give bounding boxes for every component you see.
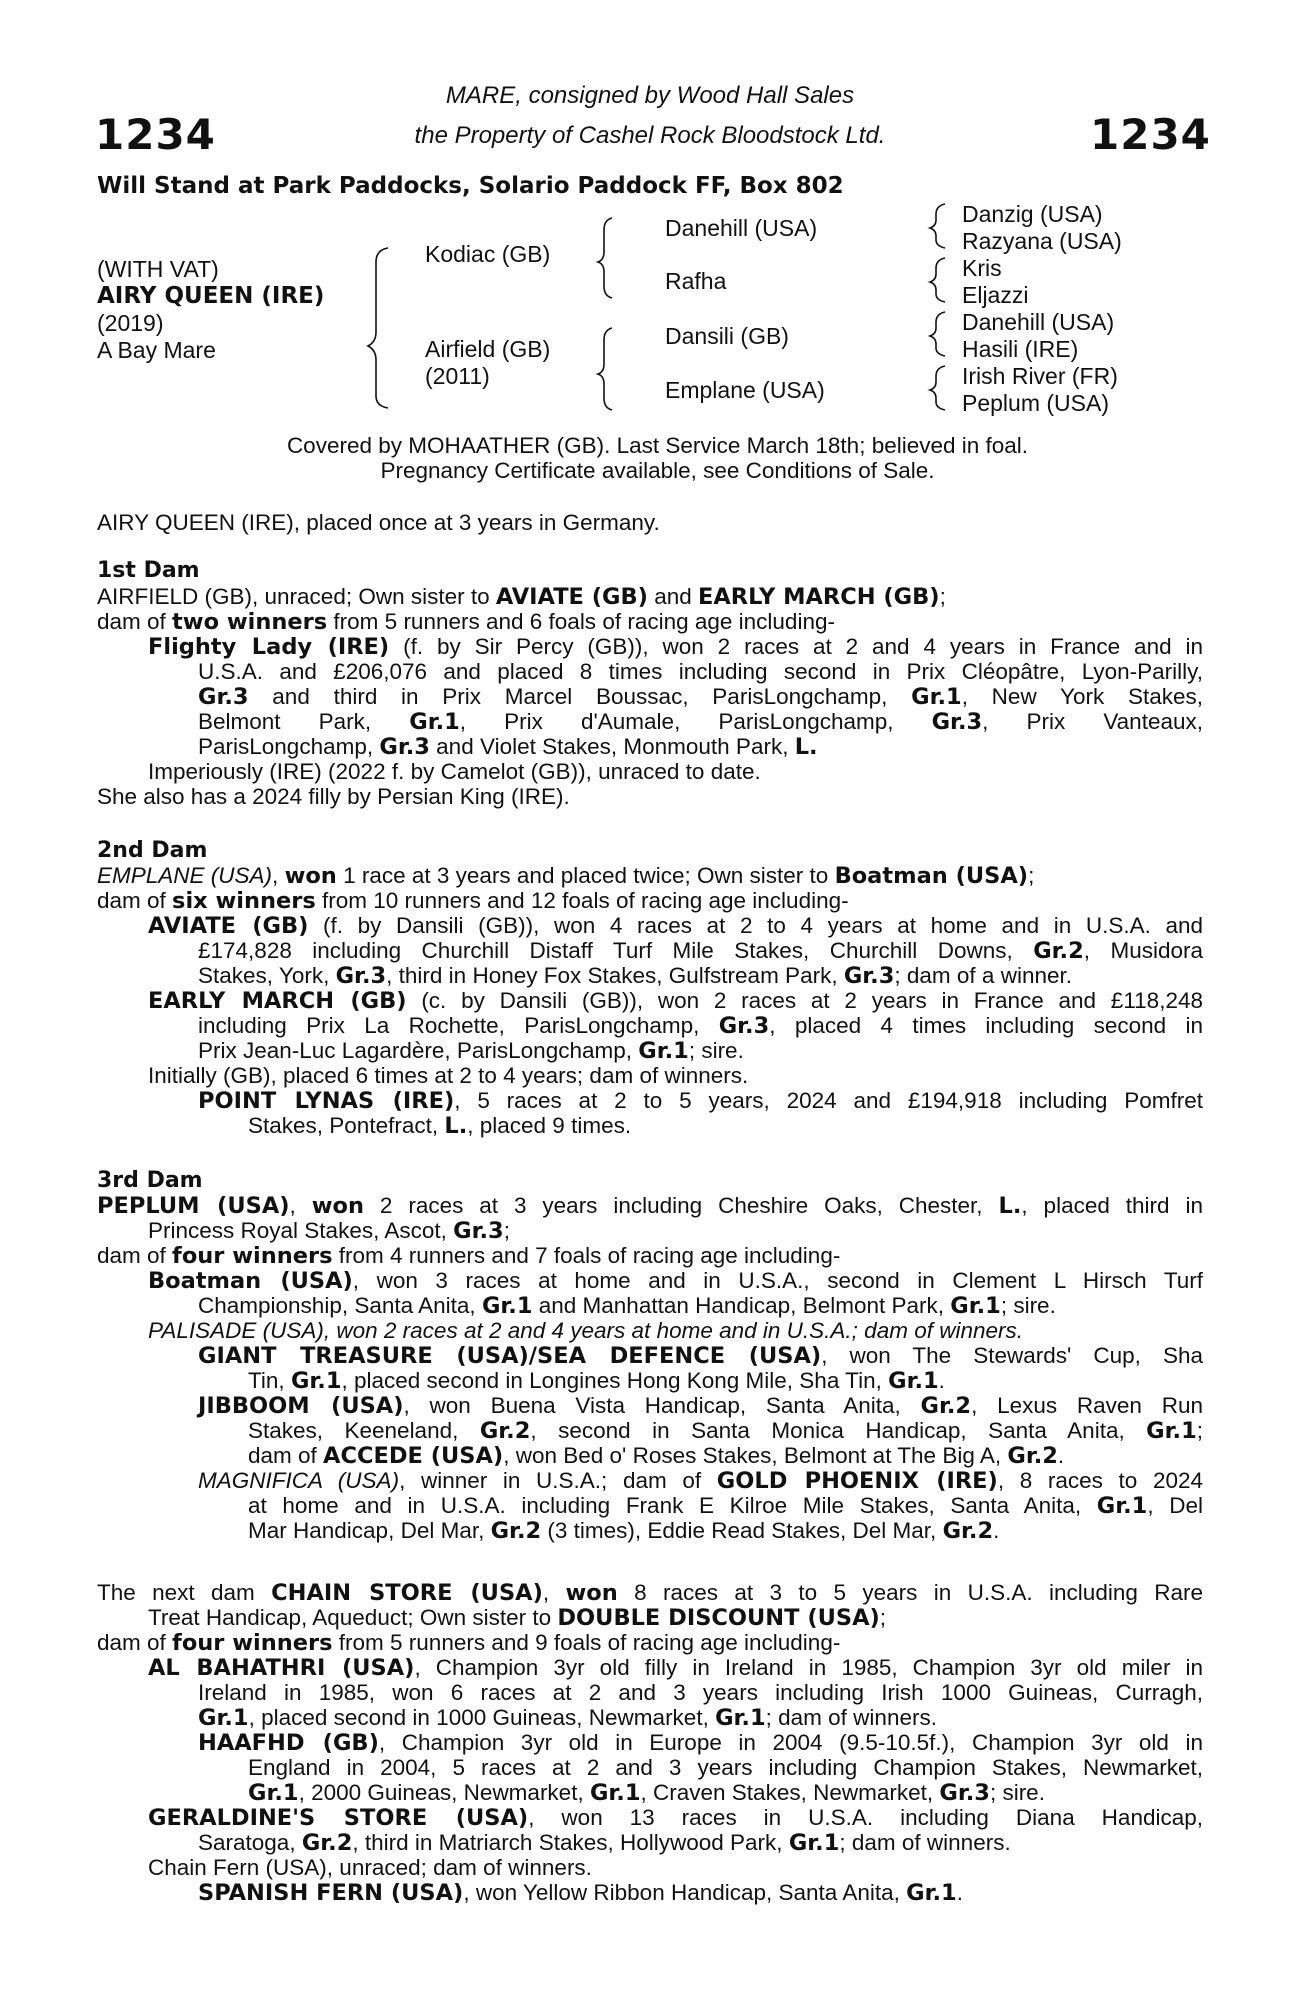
aviate-3: Stakes, York, Gr.3, third in Honey Fox Stakes, Gulfstream Park, Gr.3; dam of a winner. — [198, 963, 1072, 989]
second-dam-line: EMPLANE (USA), won 1 race at 3 years and placed twice; Own sister to Boatman (USA); — [97, 863, 1035, 889]
aviate-1: AVIATE (GB) (f. by Dansili (GB)), won 4 races at 2 to 4 years at home and in U.S.A. and — [148, 913, 1203, 939]
first-dam-line: AIRFIELD (GB), unraced; Own sister to AVIATE (GB) and EARLY MARCH (GB); — [97, 584, 946, 610]
flighty-lady-2: U.S.A. and £206,076 and placed 8 times including second in Prix Cléopâtre, Lyon-Parilly, — [198, 659, 1203, 684]
lot-number-right: 1234 — [1090, 110, 1211, 159]
flighty-lady-4: Belmont Park, Gr.1, Prix d'Aumale, ParisLongchamp, Gr.3, Prix Vanteaux, — [198, 709, 1203, 735]
next-dam-produce: dam of four winners from 5 runners and 9 foals of racing age including- — [97, 1630, 841, 1656]
al-bahathri-3: Gr.1, placed second in 1000 Guineas, Newmarket, Gr.1; dam of winners. — [198, 1705, 937, 1731]
magnifica-1: MAGNIFICA (USA), winner in U.S.A.; dam of GOLD PHOENIX (IRE), 8 races to 2024 — [198, 1468, 1203, 1494]
dam-sire: Dansili (GB) — [665, 323, 789, 349]
ddd: Peplum (USA) — [962, 390, 1109, 416]
horse-description: A Bay Mare — [97, 337, 216, 363]
third-dam-heading: 3rd Dam — [97, 1168, 203, 1193]
first-dam-produce: dam of two winners from 5 runners and 6 foals of racing age including- — [97, 609, 835, 635]
stand-location: Will Stand at Park Paddocks, Solario Paddock FF, Box 802 — [97, 173, 844, 199]
al-bahathri-1: AL BAHATHRI (USA), Champion 3yr old filly in Ireland in 1985, Champion 3yr old miler in — [148, 1655, 1204, 1681]
dam: Airfield (GB) — [425, 336, 551, 362]
magnifica-2: at home and in U.S.A. including Frank E Kilroe Mile Stakes, Santa Anita, Gr.1, Del — [248, 1493, 1204, 1519]
jibboom-1: JIBBOOM (USA), won Buena Vista Handicap, Santa Anita, Gr.2, Lexus Raven Run — [198, 1393, 1203, 1419]
sire-sire: Danehill (USA) — [665, 215, 818, 241]
chain-fern: Chain Fern (USA), unraced; dam of winners. — [148, 1855, 592, 1880]
dam-year: (2011) — [425, 363, 490, 389]
next-dam-1: The next dam CHAIN STORE (USA), won 8 races at 3 to 5 years in U.S.A. including Rare — [97, 1580, 1203, 1606]
sire: Kodiac (GB) — [425, 241, 551, 267]
haafhd-1: HAAFHD (GB), Champion 3yr old in Europe in 2004 (9.5-10.5f.), Champion 3yr old in — [198, 1730, 1203, 1756]
boatman-1: Boatman (USA), won 3 races at home and in U.S.A., second in Clement L Hirsch Turf — [148, 1268, 1203, 1294]
giant-treasure-1: GIANT TREASURE (USA)/SEA DEFENCE (USA), won The Stewards' Cup, Sha — [198, 1343, 1203, 1369]
peplum-produce: dam of four winners from 4 runners and 7 foals of racing age including- — [97, 1243, 841, 1269]
second-dam-heading: 2nd Dam — [97, 838, 208, 863]
al-bahathri-2: Ireland in 1985, won 6 races at 2 and 3 years including Irish 1000 Guineas, Curragh, — [198, 1680, 1203, 1705]
giant-treasure-2: Tin, Gr.1, placed second in Longines Hong Kong Mile, Sha Tin, Gr.1. — [248, 1368, 945, 1394]
flighty-lady-3: Gr.3 and third in Prix Marcel Boussac, ParisLongchamp, Gr.1, New York Stakes, — [198, 684, 1203, 710]
initially: Initially (GB), placed 6 times at 2 to 4 years; dam of winners. — [148, 1063, 749, 1088]
first-dam-heading: 1st Dam — [97, 558, 200, 583]
point-lynas-2: Stakes, Pontefract, L., placed 9 times. — [248, 1113, 632, 1139]
geraldines-store-2: Saratoga, Gr.2, third in Matriarch Stakes, Hollywood Park, Gr.1; dam of winners. — [198, 1830, 1011, 1856]
spanish-fern: SPANISH FERN (USA), won Yellow Ribbon Handicap, Santa Anita, Gr.1. — [198, 1880, 963, 1906]
horse-year: (2019) — [97, 310, 164, 336]
early-march-3: Prix Jean-Luc Lagardère, ParisLongchamp, Gr.1; sire. — [198, 1038, 744, 1064]
jibboom-3: dam of ACCEDE (USA), won Bed o' Roses Stakes, Belmont at The Big A, Gr.2. — [248, 1443, 1065, 1469]
geraldines-store-1: GERALDINE'S STORE (USA), won 13 races in U.S.A. including Diana Handicap, — [148, 1805, 1203, 1831]
imperiously: Imperiously (IRE) (2022 f. by Camelot (GB)), unraced to date. — [148, 759, 761, 784]
ssd: Razyana (USA) — [962, 228, 1122, 254]
pregnancy-line: Pregnancy Certificate available, see Conditions of Sale. — [380, 458, 935, 483]
covered-line: Covered by MOHAATHER (GB). Last Service March 18th; believed in foal. — [286, 433, 1029, 458]
vat-status: (WITH VAT) — [97, 256, 219, 282]
boatman-2: Championship, Santa Anita, Gr.1 and Manhattan Handicap, Belmont Park, Gr.1; sire. — [198, 1293, 1056, 1319]
flighty-lady-1: Flighty Lady (IRE) (f. by Sir Percy (GB)), won 2 races at 2 and 4 years in France and in — [148, 634, 1203, 660]
dsd: Hasili (IRE) — [962, 336, 1079, 362]
pedigree-brackets — [0, 0, 1315, 420]
haafhd-3: Gr.1, 2000 Guineas, Newmarket, Gr.1, Craven Stakes, Newmarket, Gr.3; sire. — [248, 1780, 1045, 1806]
early-march-1: EARLY MARCH (GB) (c. by Dansili (GB)), won 2 races at 2 years in France and £118,248 — [148, 988, 1203, 1014]
consignor-line: MARE, consigned by Wood Hall Sales — [445, 82, 855, 109]
flighty-lady-5: ParisLongchamp, Gr.3 and Violet Stakes, Monmouth Park, L. — [198, 734, 818, 760]
sire-dam: Rafha — [665, 268, 727, 294]
intro-text: AIRY QUEEN (IRE), placed once at 3 years in Germany. — [97, 510, 660, 535]
point-lynas-1: POINT LYNAS (IRE), 5 races at 2 to 5 years, 2024 and £194,918 including Pomfret — [198, 1088, 1203, 1114]
dss: Danehill (USA) — [962, 309, 1115, 335]
sds: Kris — [962, 255, 1002, 281]
horse-name: AIRY QUEEN (IRE) — [97, 283, 325, 309]
dds: Irish River (FR) — [962, 363, 1118, 389]
sss: Danzig (USA) — [962, 201, 1103, 227]
second-dam-produce: dam of six winners from 10 runners and 12 foals of racing age including- — [97, 888, 849, 914]
early-march-2: including Prix La Rochette, ParisLongchamp, Gr.3, placed 4 times including second in — [198, 1013, 1203, 1039]
sdd: Eljazzi — [962, 282, 1029, 308]
lot-number-left: 1234 — [95, 110, 216, 159]
jibboom-2: Stakes, Keeneland, Gr.2, second in Santa Monica Handicap, Santa Anita, Gr.1; — [248, 1418, 1203, 1444]
aviate-2: £174,828 including Churchill Distaff Turf Mile Stakes, Churchill Downs, Gr.2, Musidora — [198, 938, 1203, 964]
next-dam-2: Treat Handicap, Aqueduct; Own sister to DOUBLE DISCOUNT (USA); — [148, 1605, 887, 1631]
haafhd-2: England in 2004, 5 races at 2 and 3 years including Champion Stakes, Newmarket, — [248, 1755, 1203, 1780]
peplum-1: PEPLUM (USA), won 2 races at 3 years including Cheshire Oaks, Chester, L., placed third in — [97, 1193, 1203, 1219]
also-has: She also has a 2024 filly by Persian King (IRE). — [97, 784, 570, 809]
property-line: the Property of Cashel Rock Bloodstock Ltd. — [414, 122, 886, 149]
magnifica-3: Mar Handicap, Del Mar, Gr.2 (3 times), Eddie Read Stakes, Del Mar, Gr.2. — [248, 1518, 1000, 1544]
peplum-2: Princess Royal Stakes, Ascot, Gr.3; — [148, 1218, 510, 1244]
dam-dam: Emplane (USA) — [665, 377, 825, 403]
palisade: PALISADE (USA), won 2 races at 2 and 4 years at home and in U.S.A.; dam of winners. — [148, 1318, 1023, 1343]
